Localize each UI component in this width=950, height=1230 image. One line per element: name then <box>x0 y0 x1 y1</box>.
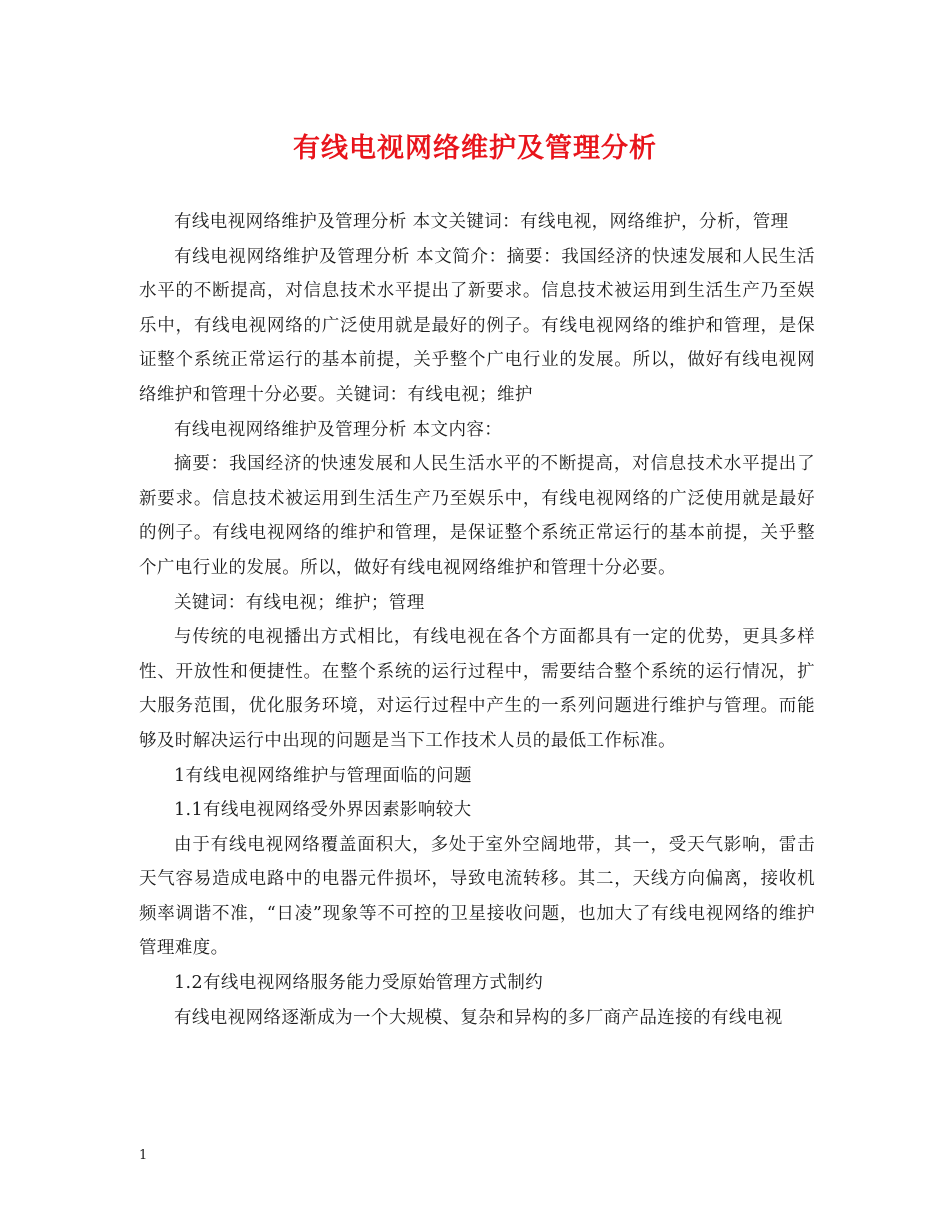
subsection-heading-1-1: 1.1有线电视网络受外界因素影响较大 <box>174 800 472 821</box>
section-1-2-paragraph: 有线电视网络逐渐成为一个大规模、复杂和异构的多厂商产品连接的有线电视 <box>174 1007 783 1028</box>
page-number: 1 <box>139 1148 148 1163</box>
section-1-1-paragraph: 由于有线电视网络覆盖面积大，多处于室外空阔地带，其一，受天气影响，雷击天气容易造成电路中的电器元件损坏，导致电流转移。其二，天线方向偏离，接收机频率调谐不准，“日凌”现象等不可控的卫星接收问题，也加大了有线电视网络的维护管理难度。 <box>139 834 815 959</box>
content-intro-paragraph: 有线电视网络维护及管理分析 本文内容： <box>174 419 503 440</box>
section-heading-1: 1有线电视网络维护与管理面临的问题 <box>174 765 472 786</box>
abstract-paragraph: 摘要：我国经济的快速发展和人民生活水平的不断提高，对信息技术水平提出了新要求。信息技术被运用到生活生产乃至娱乐中，有线电视网络的广泛使用就是最好的例子。有线电视网络的维护和管理，是保证整个系统正常运行的基本前提，关乎整个广电行业的发展。所以，做好有线电视网络维护和管理十分必要。 <box>139 454 815 578</box>
intro-paragraph: 与传统的电视播出方式相比，有线电视在各个方面都具有一定的优势，更具多样性、开放性和便捷性。在整个系统的运行过程中，需要结合整个系统的运行情况，扩大服务范围，优化服务环境，对运行过程中产生的一系列问题进行维护与管理。而能够及时解决运行中出现的问题是当下工作技术人员的最低工作标准。 <box>139 627 815 751</box>
keywords-intro-paragraph: 有线电视网络维护及管理分析 本文关键词：有线电视，网络维护，分析，管理 <box>174 212 789 232</box>
summary-intro-paragraph: 有线电视网络维护及管理分析 本文简介：摘要：我国经济的快速发展和人民生活水平的不断提高，对信息技术水平提出了新要求。信息技术被运用到生活生产乃至娱乐中，有线电视网络的广泛使用就是最好的例子。有线电视网络的维护和管理，是保证整个系统正常运行的基本前提，关乎整个广电行业的发展。所以，做好有线电视网络维护和管理十分必要。关键词：有线电视；维护 <box>139 246 815 405</box>
document-body <box>139 205 815 1035</box>
document-title: 有线电视网络维护及管理分析 <box>293 133 657 164</box>
subsection-heading-1-2: 1.2有线电视网络服务能力受原始管理方式制约 <box>174 973 544 994</box>
keywords-paragraph: 关键词：有线电视；维护；管理 <box>174 592 425 613</box>
